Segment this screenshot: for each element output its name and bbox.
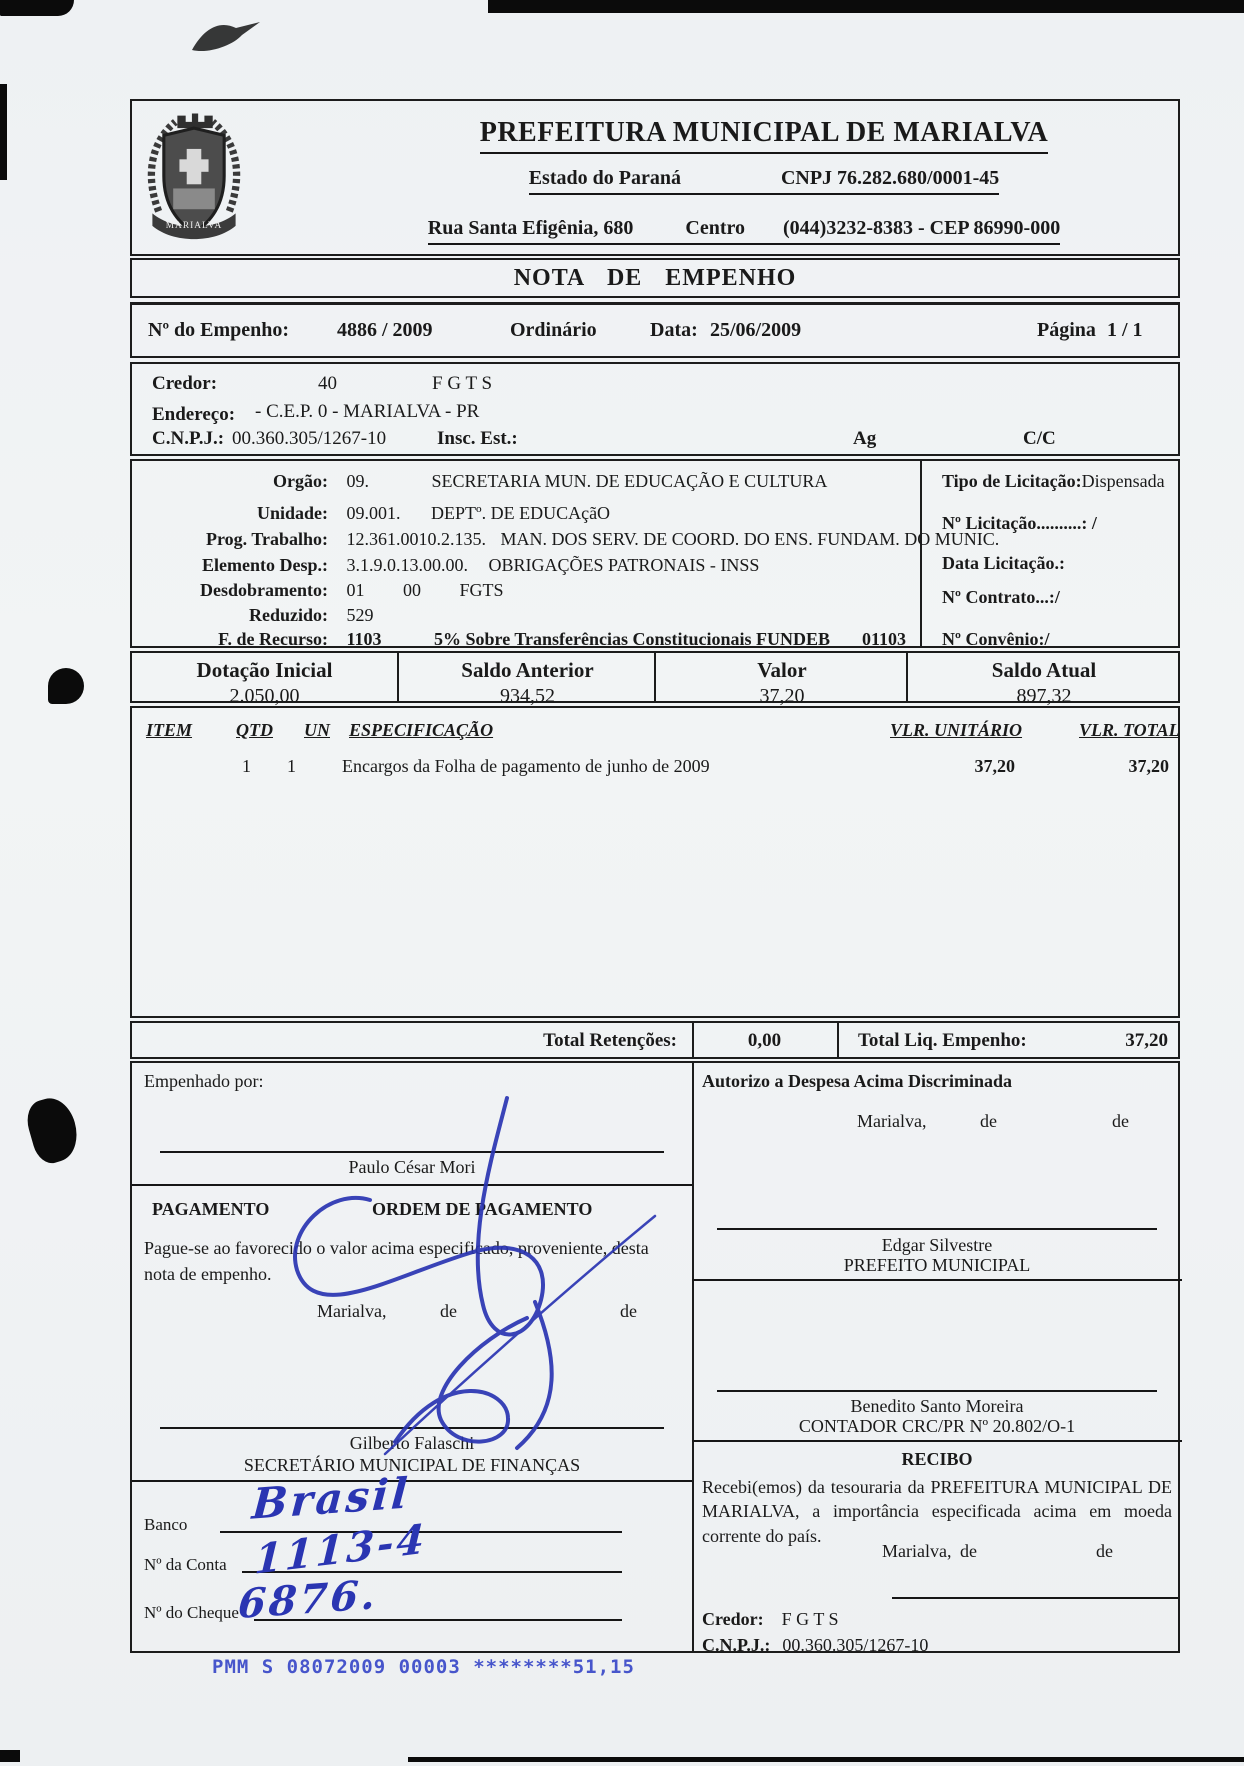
desdobramento-codigo-2: 00 [403, 580, 421, 600]
fonte-recurso-nome: 5% Sobre Transferências Constitucionais FUNDEB [434, 629, 831, 649]
empenhado-por-label: Empenhado por: [144, 1071, 264, 1091]
item-especificacao: Encargos da Folha de pagamento de junho de 2009 [342, 756, 710, 776]
marialva-coat-of-arms-logo [142, 109, 246, 245]
recibo-cnpj-label: C.N.P.J.: [702, 1635, 771, 1655]
fonte-recurso-codigo: 1103 [346, 629, 382, 649]
orgao-label: Orgão: [273, 471, 328, 491]
pen-signature-scribble [245, 1090, 665, 1460]
elemento-despesa-nome: OBRIGAÇÕES PATRONAIS - INSS [488, 555, 760, 575]
pagamento-titulo: PAGAMENTO [152, 1199, 270, 1219]
autorizo-de-1: de [980, 1111, 997, 1131]
unidade-nome: DEPTº. DE EDUCAçãO [431, 503, 611, 523]
orcamento-box [130, 459, 1180, 648]
orgao-codigo: 09. [346, 471, 369, 491]
recibo-signature-line [892, 1597, 1178, 1599]
licitacao-tipo-row [942, 471, 1165, 492]
total-retencoes-label: Total Retenções: [543, 1030, 677, 1051]
valor-valor: 37,20 [759, 685, 805, 707]
prog-trabalho-codigo: 12.361.0010.2.135. [346, 529, 486, 549]
itens-header-item: ITEM [146, 720, 193, 740]
credor-codigo: 40 [318, 373, 337, 394]
org-name-title: PREFEITURA MUNICIPAL DE MARIALVA [480, 117, 1049, 154]
licitacao-data-row: Data Licitação.: [942, 553, 1065, 573]
ordem-cidade: Marialva, [317, 1301, 387, 1321]
ordem-pagamento-titulo: ORDEM DE PAGAMENTO [372, 1199, 593, 1219]
saldo-anterior-label: Saldo Anterior [461, 658, 594, 682]
saldo-atual-label: Saldo Atual [991, 658, 1097, 682]
totais-divider-2 [837, 1023, 839, 1057]
saldo-atual-col [906, 653, 1180, 707]
recibo-texto: Recebi(emos) da tesouraria da PREFEITURA MUNICIPAL DE MARIALVA, a importância especificada acima em moeda corrente do país. [702, 1477, 1172, 1546]
saldo-atual-valor: 897,32 [1016, 685, 1072, 707]
total-retencoes-valor: 0,00 [747, 1030, 782, 1051]
total-liquido-valor: 37,20 [1125, 1030, 1168, 1051]
recibo-credor-label: Credor: [702, 1609, 764, 1629]
ordem-de-1: de [440, 1301, 457, 1321]
agencia-label: Ag [853, 428, 877, 449]
empenho-number-row [130, 302, 1180, 358]
unidade-codigo: 09.001. [346, 503, 401, 523]
secretario-cargo: SECRETÁRIO MUNICIPAL DE FINANÇAS [243, 1455, 581, 1475]
elemento-despesa-row [132, 555, 918, 576]
valor-col [654, 653, 908, 707]
recibo-section-divider [692, 1440, 1182, 1442]
prefeito-cargo: PREFEITO MUNICIPAL [843, 1255, 1031, 1275]
pague-se-texto: Pague-se ao favorecido o valor acima especificado, proveniente, desta nota de empenho. [144, 1238, 649, 1285]
prefeito-section-divider [692, 1279, 1182, 1281]
treasury-stamp-line: PMM S 08072009 00003 ********51,15 [212, 1656, 635, 1678]
autorizo-titulo: Autorizo a Despesa Acima Discriminada [702, 1071, 1012, 1091]
empenhado-nome: Paulo César Mori [348, 1157, 476, 1177]
recibo-titulo: RECIBO [901, 1449, 973, 1469]
itens-header-vlr-unitario: VLR. UNITÁRIO [890, 720, 1023, 740]
reduzido-row [132, 605, 918, 626]
dotacao-inicial-label: Dotação Inicial [196, 658, 333, 682]
licitacao-divider [920, 461, 922, 646]
header-box [130, 99, 1180, 256]
address-phone-cep: (044)3232-8383 - CEP 86990-000 [783, 217, 1061, 239]
prefeito-nome: Edgar Silvestre [881, 1235, 993, 1255]
desdobramento-row [132, 580, 918, 601]
reduzido-label: Reduzido: [248, 605, 328, 625]
fonte-recurso-codigo-2: 01103 [861, 629, 906, 649]
conta-corrente-label: C/C [1023, 428, 1056, 449]
ordem-de-2: de [620, 1301, 637, 1321]
empenho-pagina-label: Página [1037, 319, 1096, 341]
itens-header-especificacao: ESPECIFICAÇÃO [349, 720, 494, 740]
scan-artifact-top-right-bar [488, 0, 1244, 13]
totais-box [130, 1021, 1180, 1059]
prefeito-signature-line [717, 1228, 1157, 1230]
empenho-tipo: Ordinário [510, 319, 597, 341]
contador-nome: Benedito Santo Moreira [850, 1396, 1024, 1416]
prog-trabalho-nome: MAN. DOS SERV. DE COORD. DO ENS. FUNDAM. DO MUNIC. [500, 529, 1000, 549]
item-numero: 1 [242, 756, 251, 776]
elemento-despesa-label: Elemento Desp.: [202, 555, 328, 575]
itens-header-un: UN [304, 720, 330, 740]
fonte-recurso-label: F. de Recurso: [218, 629, 328, 649]
prog-trabalho-label: Prog. Trabalho: [205, 529, 328, 549]
banco-label: Banco [144, 1515, 188, 1534]
conta-label: Nº da Conta [144, 1555, 227, 1574]
autorizacao-pane [692, 1063, 1182, 1655]
dotacao-inicial-valor: 2.050,00 [229, 685, 300, 707]
credor-endereco: - C.E.P. 0 - MARIALVA - PR [255, 401, 480, 422]
credor-cnpj-label: C.N.P.J.: [152, 428, 225, 449]
item-qtd: 1 [287, 756, 296, 776]
conta-handwritten-value: 1113-4 [253, 1515, 429, 1584]
insc-est-label: Insc. Est.: [437, 428, 518, 449]
recibo-credor-valor: F G T S [781, 1609, 839, 1629]
saldos-box [130, 651, 1180, 707]
saldo-anterior-valor: 934,52 [500, 685, 555, 707]
reduzido-valor: 529 [346, 605, 374, 625]
cheque-handwritten-value: 6876. [236, 1570, 380, 1629]
contador-cargo: CONTADOR CRC/PR Nº 20.802/O-1 [798, 1416, 1076, 1436]
banco-handwritten-value: Brasil [250, 1468, 412, 1529]
licitacao-tipo-valor: Dispensada [1081, 471, 1165, 491]
logo-banner-text: MARIALVA [165, 220, 223, 231]
recibo-cnpj-valor: 00.360.305/1267-10 [782, 1635, 929, 1655]
desdobramento-nome: FGTS [459, 580, 504, 600]
itens-header-qtd: QTD [236, 720, 273, 740]
item-vlr-total: 37,20 [1128, 756, 1169, 776]
total-liquido-label: Total Liq. Empenho: [858, 1030, 1027, 1051]
itens-header-vlr-total: VLR. TOTAL [1079, 720, 1180, 740]
doc-title-box [130, 258, 1180, 298]
cheque-label: Nº do Cheque [144, 1603, 239, 1622]
recibo-de-1: de [960, 1541, 977, 1561]
scan-artifact-bottom-left-mark [0, 1750, 20, 1762]
prog-trabalho-row [132, 529, 1000, 550]
desdobramento-codigo-1: 01 [346, 580, 365, 600]
autorizo-cidade: Marialva, [857, 1111, 927, 1131]
banco-section-divider [132, 1480, 692, 1482]
elemento-despesa-codigo: 3.1.9.0.13.00.00. [346, 555, 468, 575]
header-cnpj: CNPJ 76.282.680/0001-45 [780, 167, 1000, 189]
recibo-de-2: de [1096, 1541, 1113, 1561]
orgao-nome: SECRETARIA MUN. DE EDUCAÇÃO E CULTURA [431, 471, 828, 491]
credor-label: Credor: [152, 373, 218, 394]
scan-artifact-bottom-line [408, 1757, 1244, 1762]
unidade-row [132, 503, 918, 524]
empenho-data: 25/06/2009 [710, 319, 802, 341]
licitacao-tipo-label: Tipo de Licitação: [942, 471, 1082, 491]
credor-box [130, 362, 1180, 456]
pen-flourish-mark [190, 18, 266, 60]
orgao-row [132, 471, 918, 492]
autorizo-de-2: de [1112, 1111, 1129, 1131]
doc-title: NOTA DE EMPENHO [513, 265, 797, 291]
valor-label: Valor [757, 658, 807, 682]
scan-artifact-left-edge-sliver [0, 84, 7, 180]
credor-cnpj: 00.360.305/1267-10 [232, 428, 387, 449]
itens-box [130, 706, 1180, 1018]
fonte-recurso-row [132, 629, 918, 650]
item-vlr-unitario: 37,20 [974, 756, 1015, 776]
scan-artifact-hole-punch-bottom [22, 1093, 84, 1167]
contador-signature-line [717, 1390, 1157, 1392]
empenho-numero-label: Nº do Empenho: [148, 319, 290, 341]
contrato-numero-row: Nº Contrato...:/ [942, 587, 1060, 607]
saldo-anterior-col [397, 653, 656, 707]
scan-artifact-hole-punch-top [48, 668, 84, 704]
unidade-label: Unidade: [256, 503, 328, 523]
recibo-cidade: Marialva, [882, 1541, 952, 1561]
scan-artifact-top-left-mark [0, 0, 74, 16]
convenio-numero-row: Nº Convênio:/ [942, 629, 1050, 649]
state-line: Estado do Paraná [528, 167, 681, 189]
empenho-numero: 4886 / 2009 [337, 319, 433, 341]
licitacao-numero-row: Nº Licitação..........: / [942, 513, 1097, 533]
credor-nome: F G T S [432, 373, 493, 394]
secretario-nome: Gilberto Falaschi [349, 1433, 475, 1453]
empenho-data-label: Data: [650, 319, 698, 341]
empenho-pagina: 1 / 1 [1107, 319, 1143, 341]
desdobramento-label: Desdobramento: [200, 580, 328, 600]
address-street: Rua Santa Efigênia, 680 [427, 217, 634, 239]
address-district: Centro [685, 217, 745, 239]
credor-endereco-label: Endereço: [152, 404, 236, 425]
dotacao-inicial-col [132, 653, 397, 707]
